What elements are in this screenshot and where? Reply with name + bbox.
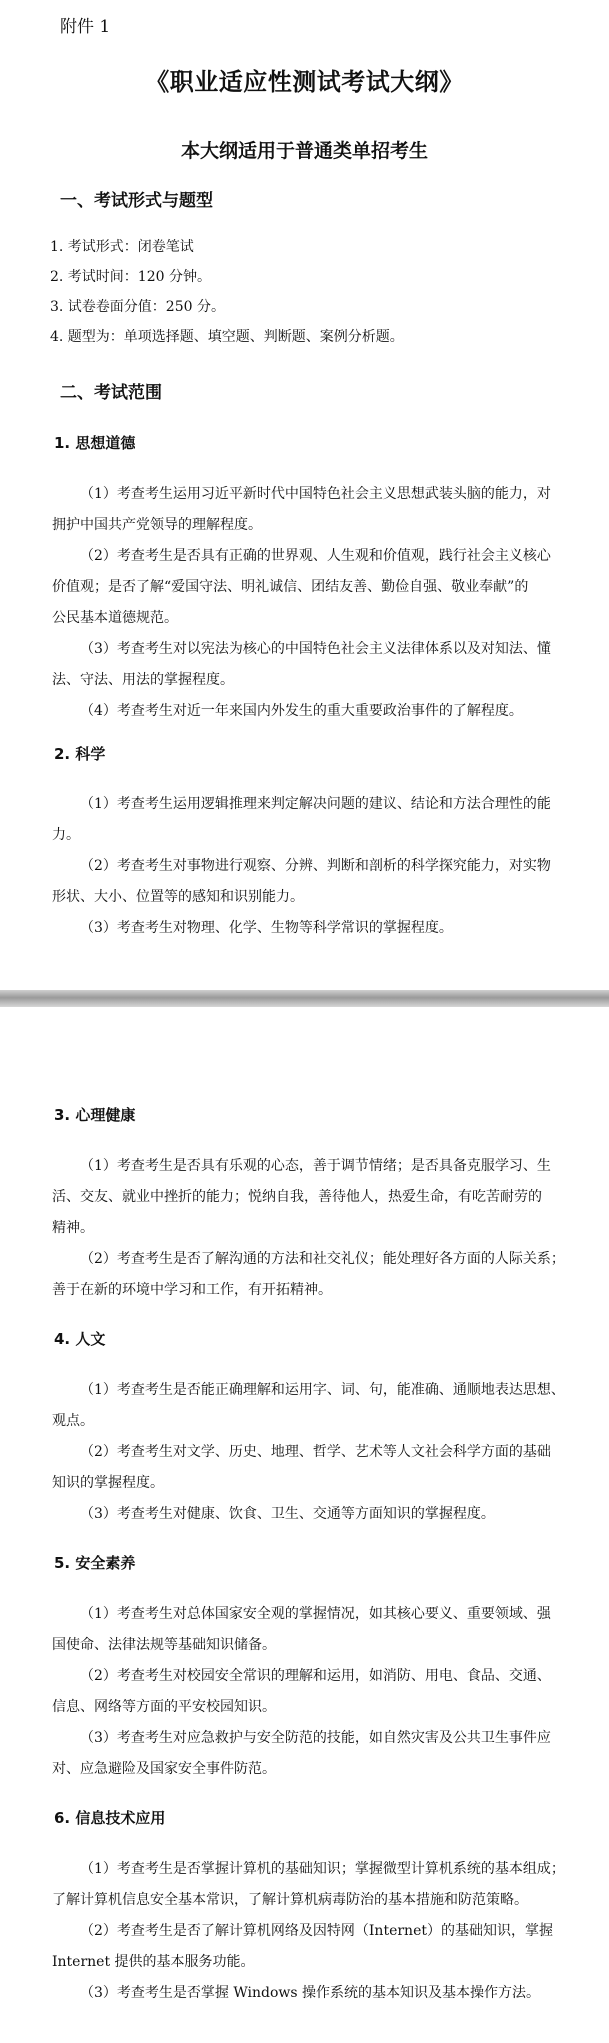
paragraph-line: 了解计算机信息安全基本常识，了解计算机病毒防治的基本措施和防范策略。 [52, 1892, 528, 1908]
paragraph-line: （1）考查考生运用习近平新时代中国特色社会主义思想武装头脑的能力，对 [80, 486, 551, 502]
paragraph-line: （3）考查考生对应急救护与安全防范的技能，如自然灾害及公共卫生事件应 [80, 1730, 551, 1746]
paragraph-line: 信息、网络等方面的平安校园知识。 [52, 1699, 276, 1715]
paragraph-line: （2）考查考生是否具有正确的世界观、人生观和价值观，践行社会主义核心 [80, 548, 551, 564]
subsection-heading-ideology: 1. 思想道德 [54, 434, 136, 452]
paragraph-line: （1）考查考生对总体国家安全观的掌握情况，如其核心要义、重要领域、强 [80, 1606, 551, 1622]
exam-format-item: 1. 考试形式：闭卷笔试 [50, 239, 194, 255]
paragraph-line: （3）考查考生对物理、化学、生物等科学常识的掌握程度。 [80, 920, 453, 936]
document-subtitle: 本大纲适用于普通类单招考生 [180, 140, 428, 162]
section-2-heading: 二、考试范围 [60, 383, 162, 403]
document-page-1 [0, 0, 609, 990]
page-separator [0, 990, 609, 1007]
paragraph-line: 公民基本道德规范。 [52, 610, 178, 626]
paragraph-line: （4）考查考生对近一年来国内外发生的重大重要政治事件的了解程度。 [80, 703, 523, 719]
paragraph-line: （2）考查考生是否了解计算机网络及因特网（Internet）的基础知识，掌握 [80, 1923, 553, 1939]
paragraph-line: （1）考查考生运用逻辑推理来判定解决问题的建议、结论和方法合理性的能 [80, 796, 551, 812]
exam-score-item: 3. 试卷卷面分值：250 分。 [50, 299, 225, 315]
paragraph-line: （3）考查考生对健康、饮食、卫生、交通等方面知识的掌握程度。 [80, 1506, 495, 1522]
paragraph-line: （2）考查考生是否了解沟通的方法和社交礼仪；能处理好各方面的人际关系； [80, 1251, 565, 1267]
paragraph-line: 对、应急避险及国家安全事件防范。 [52, 1761, 276, 1777]
subsection-heading-it: 6. 信息技术应用 [54, 1809, 166, 1827]
paragraph-line: 观点。 [52, 1413, 94, 1429]
paragraph-line: 力。 [52, 827, 80, 843]
question-types-item: 4. 题型为：单项选择题、填空题、判断题、案例分析题。 [50, 329, 404, 345]
paragraph-line: （1）考查考生是否能正确理解和运用字、词、句，能准确、通顺地表达思想、 [80, 1382, 565, 1398]
paragraph-line: （3）考查考生是否掌握 Windows 操作系统的基本知识及基本操作方法。 [80, 1985, 541, 2001]
paragraph-line: （2）考查考生对文学、历史、地理、哲学、艺术等人文社会科学方面的基础 [80, 1444, 551, 1460]
subsection-heading-humanities: 4. 人文 [54, 1330, 106, 1348]
paragraph-line: （1）考查考生是否掌握计算机的基础知识；掌握微型计算机系统的基本组成； [80, 1861, 565, 1877]
paragraph-line: Internet 提供的基本服务功能。 [52, 1954, 255, 1970]
subsection-heading-science: 2. 科学 [54, 745, 106, 763]
paragraph-line: 精神。 [52, 1220, 94, 1236]
paragraph-line: （2）考查考生对事物进行观察、分辨、判断和剖析的科学探究能力，对实物 [80, 858, 551, 874]
paragraph-line: 形状、大小、位置等的感知和识别能力。 [52, 889, 304, 905]
paragraph-line: 知识的掌握程度。 [52, 1475, 164, 1491]
document-title: 《职业适应性测试考试大纲》 [145, 68, 464, 96]
paragraph-line: （1）考查考生是否具有乐观的心态，善于调节情绪；是否具备克服学习、生 [80, 1158, 551, 1174]
annex-label: 附件 1 [60, 17, 111, 37]
paragraph-line: 活、交友、就业中挫折的能力；悦纳自我，善待他人，热爱生命，有吃苦耐劳的 [52, 1189, 542, 1205]
paragraph-line: 国使命、法律法规等基础知识储备。 [52, 1637, 276, 1653]
paragraph-line: （3）考查考生对以宪法为核心的中国特色社会主义法律体系以及对知法、懂 [80, 641, 551, 657]
paragraph-line: 法、守法、用法的掌握程度。 [52, 672, 234, 688]
subsection-heading-safety: 5. 安全素养 [54, 1554, 136, 1572]
document-page-2 [0, 1007, 609, 2043]
paragraph-line: 善于在新的环境中学习和工作，有开拓精神。 [52, 1282, 332, 1298]
subsection-heading-mental-health: 3. 心理健康 [54, 1106, 136, 1124]
section-1-heading: 一、考试形式与题型 [60, 191, 213, 211]
paragraph-line: （2）考查考生对校园安全常识的理解和运用，如消防、用电、食品、交通、 [80, 1668, 551, 1684]
paragraph-line: 价值观；是否了解“爱国守法、明礼诚信、团结友善、勤俭自强、敬业奉献”的 [52, 579, 529, 595]
exam-time-item: 2. 考试时间：120 分钟。 [50, 269, 211, 285]
paragraph-line: 拥护中国共产党领导的理解程度。 [52, 517, 262, 533]
